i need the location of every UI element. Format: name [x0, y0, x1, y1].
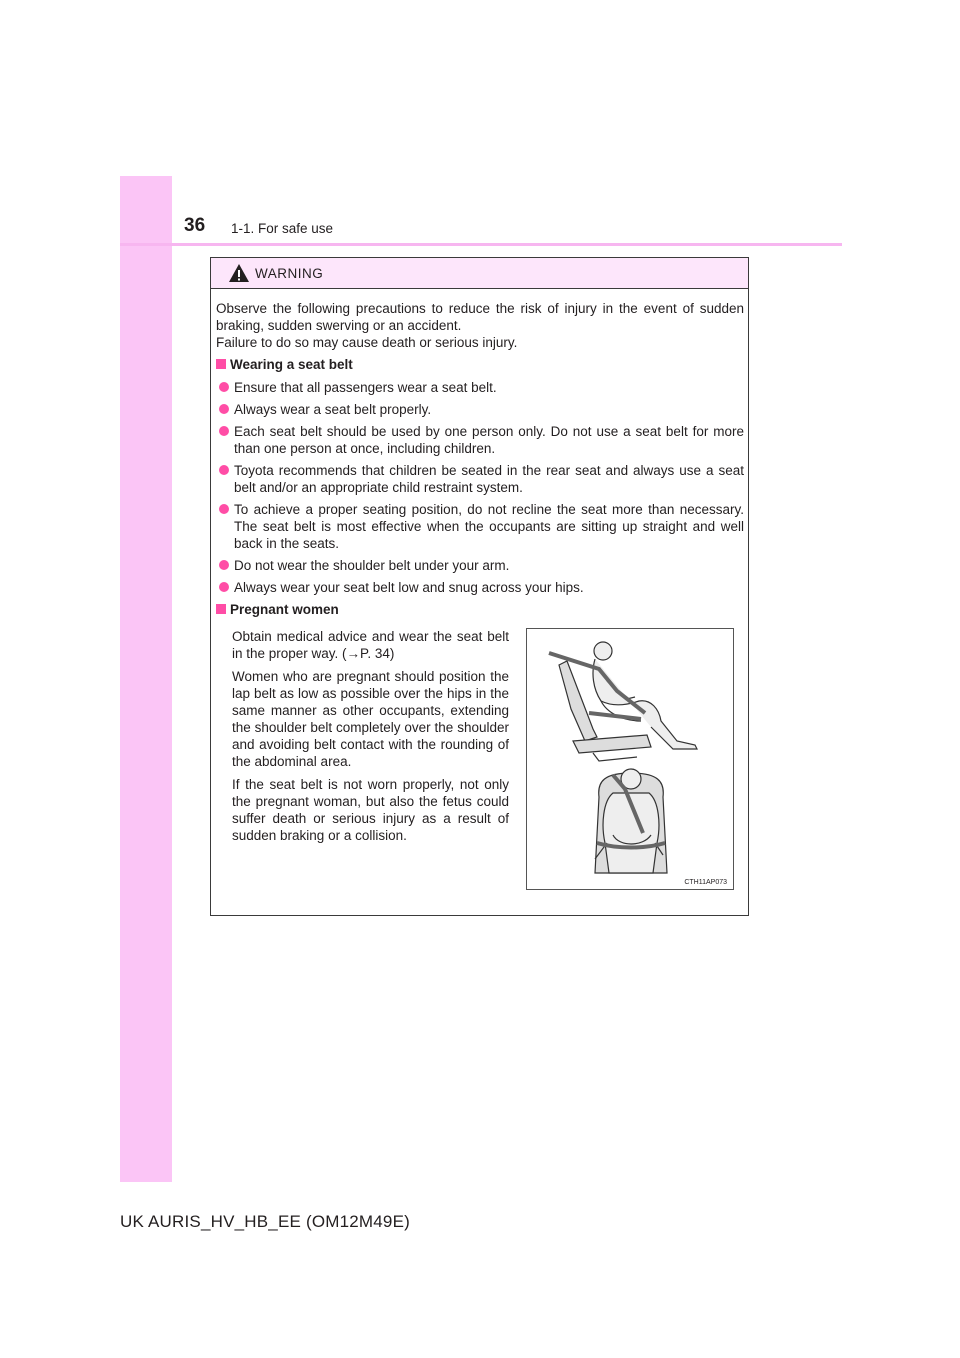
- circle-bullet-icon: [219, 382, 229, 392]
- pregnant-seatbelt-drawing: [527, 629, 733, 889]
- warning-triangle-icon: [228, 263, 250, 283]
- square-bullet-icon: [216, 359, 226, 369]
- circle-bullet-icon: [219, 582, 229, 592]
- seatbelt-illustration: [526, 628, 734, 890]
- section-title: 1-1. For safe use: [231, 221, 334, 236]
- circle-bullet-icon: [219, 465, 229, 475]
- pregnant-women-text: [232, 628, 509, 850]
- header-rule: [120, 243, 842, 246]
- paragraph: Women who are pregnant should position the lap belt as low as possible over the hips in the same manner as other occupants, extending the shoulder belt completely over the shoulder and avoiding belt contact with the rounding of the abdominal area.: [232, 669, 509, 769]
- warning-intro-line: Failure to do so may cause death or serious injury.: [216, 335, 518, 350]
- circle-bullet-icon: [219, 560, 229, 570]
- side-band: [120, 176, 172, 1182]
- circle-bullet-icon: [219, 426, 229, 436]
- list-item: Toyota recommends that children be seated in the rear seat and always use a seat belt and/or an appropriate child restraint system.: [216, 462, 744, 496]
- warning-label: WARNING: [255, 266, 324, 281]
- illustration-code: CTH11AP073: [684, 879, 727, 886]
- circle-bullet-icon: [219, 504, 229, 514]
- square-bullet-icon: [216, 604, 226, 614]
- list-item: To achieve a proper seating position, do not recline the seat more than necessary. The seat belt is most effective when the occupants are sitting up straight and well back in the seats.: [216, 501, 744, 552]
- paragraph: Obtain medical advice and wear the seat belt in the proper way. (→P. 34): [232, 629, 509, 661]
- paragraph: If the seat belt is not worn properly, not only the pregnant woman, but also the fetus could suffer death or serious injury as a result of sudden braking or a collision.: [232, 777, 509, 843]
- list-item: Each seat belt should be used by one person only. Do not use a seat belt for more than one person at once, including children.: [216, 423, 744, 457]
- pregnant-women-section: [216, 624, 744, 894]
- footer-code: UK AURIS_HV_HB_EE (OM12M49E): [120, 1212, 410, 1231]
- list-item: Always wear your seat belt low and snug across your hips.: [216, 579, 744, 596]
- warning-box: [210, 257, 749, 916]
- circle-bullet-icon: [219, 404, 229, 414]
- warning-content: [216, 300, 744, 894]
- section-heading-text: Pregnant women: [230, 602, 339, 617]
- warning-intro-line: Observe the following precautions to reduce the risk of injury in the event of sudden braking, sudden swerving or an accident.: [216, 301, 744, 333]
- section-heading: [216, 601, 744, 618]
- warning-header: [211, 258, 748, 289]
- list-item: Do not wear the shoulder belt under your arm.: [216, 557, 744, 574]
- section-heading-text: Wearing a seat belt: [230, 357, 353, 372]
- list-item: Ensure that all passengers wear a seat belt.: [216, 379, 744, 396]
- section-heading: [216, 356, 744, 373]
- list-item: Always wear a seat belt properly.: [216, 401, 744, 418]
- page-number: 36: [184, 215, 206, 236]
